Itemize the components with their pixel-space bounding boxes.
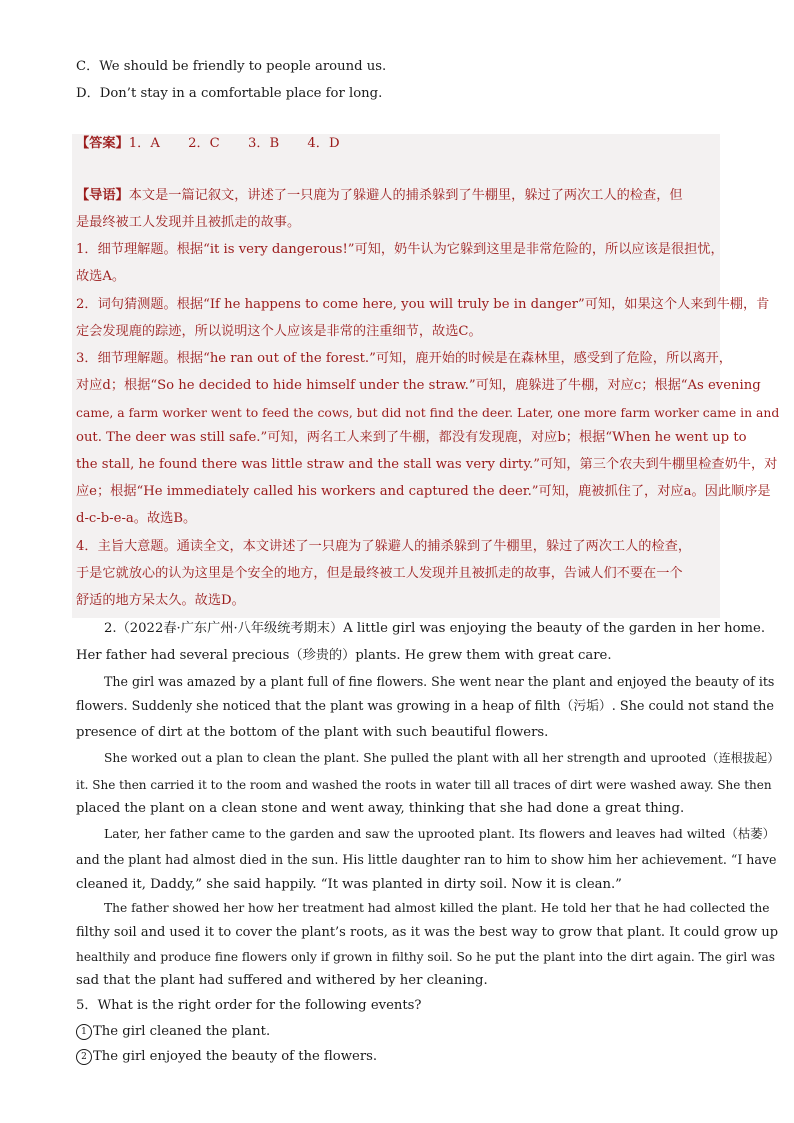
event-number: 2 [76,1049,92,1065]
option-d: D．Don’t stay in a comfortable place for long. [76,86,383,101]
explanation-line: 定会发现鹿的踪迹，所以说明这个人应该是非常的注重细节，故选C。 [76,324,482,339]
guide-text: 本文是一篇记叙文，讲述了一只鹿为了躲避人的捕杀躲到了牛棚里，躲过了两次工人的检查，但 [128,188,683,203]
passage-line: flowers. Suddenly she noticed that the plant was growing in a heap of filth（污垢）. She could not stand the [76,699,774,714]
passage-line: filthy soil and used it to cover the plant’s roots, as it was the best way to grow that plant. It could grow up [76,925,779,940]
answer-item: 1．A [128,136,160,151]
guide-label: 【导语】 [76,188,129,203]
explanation-line: out. The deer was still safe.”可知，两名工人来到了牛棚，都没有发现鹿，对应b；根据“When he went up to [76,430,747,445]
explanation-line: 1．细节理解题。根据“it is very dangerous!”可知，奶牛认为它躲到这里是非常危险的，所以应该是很担忧， [76,242,724,257]
guide-text: 是最终被工人发现并且被抓走的故事。 [76,215,301,230]
event-text: The girl enjoyed the beauty of the flowers. [93,1049,378,1064]
explanation-line: 对应d；根据“So he decided to hide himself under the straw.”可知，鹿躲进了牛棚，对应c；根据“As evening [76,378,761,393]
event-number: 1 [76,1024,92,1040]
passage-line: healthily and produce fine flowers only if grown in filthy soil. So he put the plant into the dirt again. The girl was [76,950,775,964]
answer-label: 【答案】 [76,136,129,151]
question-stem: 5．What is the right order for the following events? [76,998,422,1013]
explanation-line: 故选A。 [76,269,126,284]
explanation-line: 4．主旨大意题。通读全文，本文讲述了一只鹿为了躲避人的捕杀躲到了牛棚里，躲过了两次工人的检查， [76,539,692,554]
passage-line: The father showed her how her treatment had almost killed the plant. He told her that he had collected the [104,901,770,915]
event-item [76,1023,270,1041]
passage-line: cleaned it, Daddy,” she said happily. “It was planted in dirty soil. Now it is clean.” [76,877,622,892]
passage-line: presence of dirt at the bottom of the plant with such beautiful flowers. [76,725,549,740]
passage-line: The girl was amazed by a plant full of fine flowers. She went near the plant and enjoyed the beauty of its [104,674,775,689]
passage-line: sad that the plant had suffered and withered by her cleaning. [76,973,488,988]
explanation-line: 舒适的地方呆太久。故选D。 [76,593,245,608]
passage-line: placed the plant on a clean stone and went away, thinking that she had done a great thing. [76,801,685,816]
passage-line: and the plant had almost died in the sun. His little daughter ran to him to show him her achievement. “I have [76,852,777,867]
answer-item: 4．D [307,136,340,151]
event-text: The girl cleaned the plant. [93,1024,271,1039]
passage-line: Later, her father came to the garden and saw the uprooted plant. Its flowers and leaves had wilted（枯萎） [104,826,776,841]
explanation-line: 应e；根据“He immediately called his workers and captured the deer.”可知，鹿被抓住了，对应a。因此顺序是 [76,484,771,499]
passage-line: 2.（2022春·广东广州·八年级统考期末）A little girl was enjoying the beauty of the garden in her home. [104,621,766,636]
explanation-line: 2．词句猜测题。根据“If he happens to come here, you will truly be in danger”可知，如果这个人来到牛棚，肯 [76,297,770,312]
passage-line: Her father had several precious（珍贵的）plants. He grew them with great care. [76,648,612,663]
explanation-line: the stall, he found there was little straw and the stall was very dirty.”可知，第三个农夫到牛棚里检查奶牛，对 [76,457,778,472]
option-c: C．We should be friendly to people around us. [76,59,387,74]
explanation-line: d-c-b-e-a。故选B。 [76,511,197,526]
answer-item: 2．C [188,136,220,151]
answer-item: 3．B [247,136,280,151]
guide-line [76,187,683,205]
passage-line: it. She then carried it to the room and washed the roots in water till all traces of dirt were washed away. She then [76,778,772,792]
passage-line: She worked out a plan to clean the plant. She pulled the plant with all her strength and uprooted（连根拔起） [104,751,780,765]
event-item [76,1048,377,1066]
explanation-line: 3．细节理解题。根据“he ran out of the forest.”可知，鹿开始的时候是在森林里，感受到了危险，所以离开， [76,351,732,366]
explanation-line: came, a farm worker went to feed the cows, but did not find the deer. Later, one more farm worker came in and [76,405,780,420]
explanation-line: 于是它就放心的认为这里是个安全的地方，但是最终被工人发现并且被抓走的故事，告诫人们不要在一个 [76,566,683,581]
answer-line [76,135,340,153]
